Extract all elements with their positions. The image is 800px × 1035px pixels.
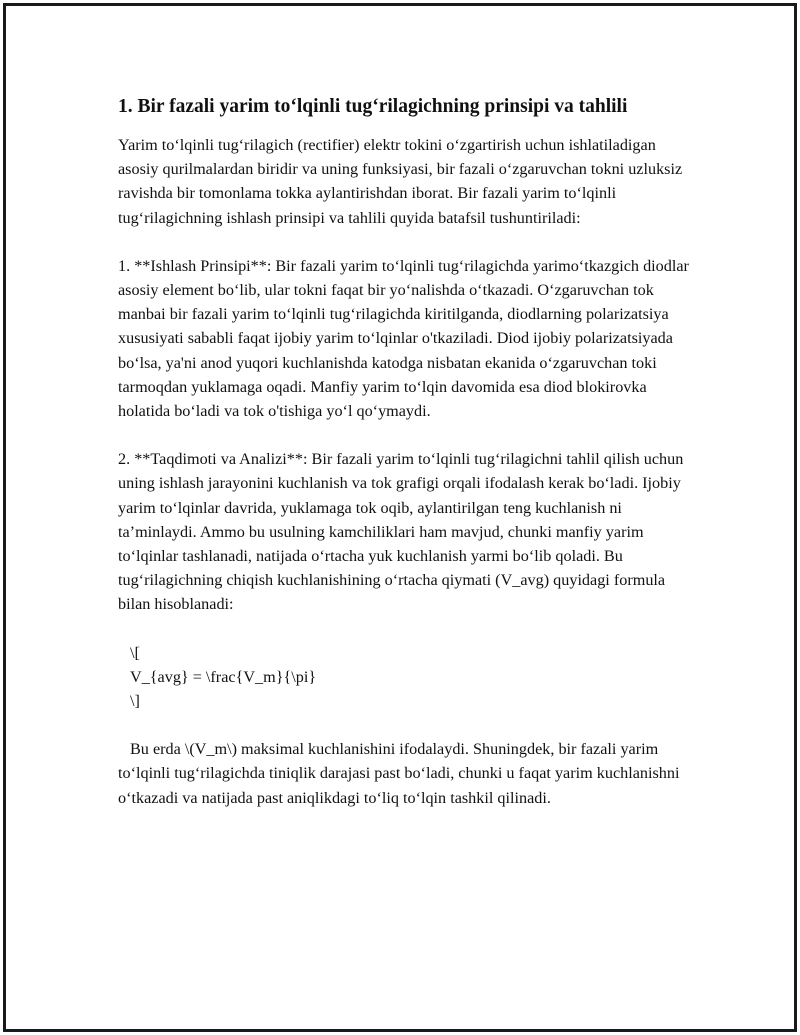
formula-block	[118, 641, 698, 714]
conclusion-paragraph: Bu erda \(V_m\) maksimal kuchlanishini ifodalaydi. Shuningdek, bir fazali yarim to‘lqinli tug‘rilagichda tiniqlik darajasi past bo‘ladi, chunki u faqat yarim kuchlanishni o‘tkazadi va natijada past aniqlikdagi to‘liq to‘lqin tashkil qilinadi.	[118, 740, 680, 807]
document-body	[118, 95, 698, 834]
intro-paragraph: Yarim to‘lqinli tug‘rilagich (rectifier) elektr tokini o‘zgartirish uchun ishlatiladigan asosiy qurilmalardan biridir va uning funksiyasi, bir fazali o‘zgaruvchan tokni uzluksiz ravishda bir tomonlama tokka aylantirishdan iborat. Bir fazali yarim to‘lqinli tug‘rilagichning ishlash prinsipi va tahlili quyida batafsil tushuntiriladi:	[118, 136, 683, 227]
section-2-paragraph: 2. **Taqdimoti va Analizi**: Bir fazali yarim to‘lqinli tug‘rilagichni tahlil qilish uchun uning ishlash jarayonini kuchlanish va tok grafigi orqali ifodalash kerak bo‘ladi. Ijobiy yarim to‘lqinlar davrida, yuklamaga tok oqib, aylantirilgan teng kuchlanish ni ta’minlaydi. Ammo bu usulning kamchiliklari ham mavjud, chunki manfiy yarim to‘lqinlar tashlanadi, natijada o‘rtacha yuk kuchlanish yarmi bo‘lib qoladi. Bu tug‘rilagichning chiqish kuchlanishining o‘rtacha qiymati (V_avg) quyidagi formula bilan hisoblanadi:	[118, 450, 684, 614]
section-1-paragraph: 1. **Ishlash Prinsipi**: Bir fazali yarim to‘lqinli tug‘rilagichda yarimo‘tkazgich diodlar asosiy element bo‘lib, ular tokni faqat bir yo‘nalishda o‘tkazadi. O‘zgaruvchan tok manbai bir fazali yarim to‘lqinli tug‘rilagichda kiritilganda, diodlarning polarizatsiya xususiyati sababli faqat ijobiy yarim to‘lqinlar o'tkaziladi. Diod ijobiy polarizatsiyada bo‘lsa, ya'ni anod yuqori kuchlanishda katodga nisbatan ekanida o‘zgaruvchan toki tarmoqdan yuklamaga oqadi. Manfiy yarim to‘lqin davomida esa diod blokirovka holatida bo‘ladi va tok o'tishiga yo‘l qo‘ymaydi.	[118, 256, 689, 421]
formula-expression: V_{avg} = \frac{V_m}{\pi}	[130, 667, 317, 686]
document-title: 1. Bir fazali yarim to‘lqinli tug‘rilagichning prinsipi va tahlili	[118, 96, 628, 117]
formula-close-delimiter: \]	[130, 692, 140, 711]
formula-open-delimiter: \[	[130, 643, 140, 662]
